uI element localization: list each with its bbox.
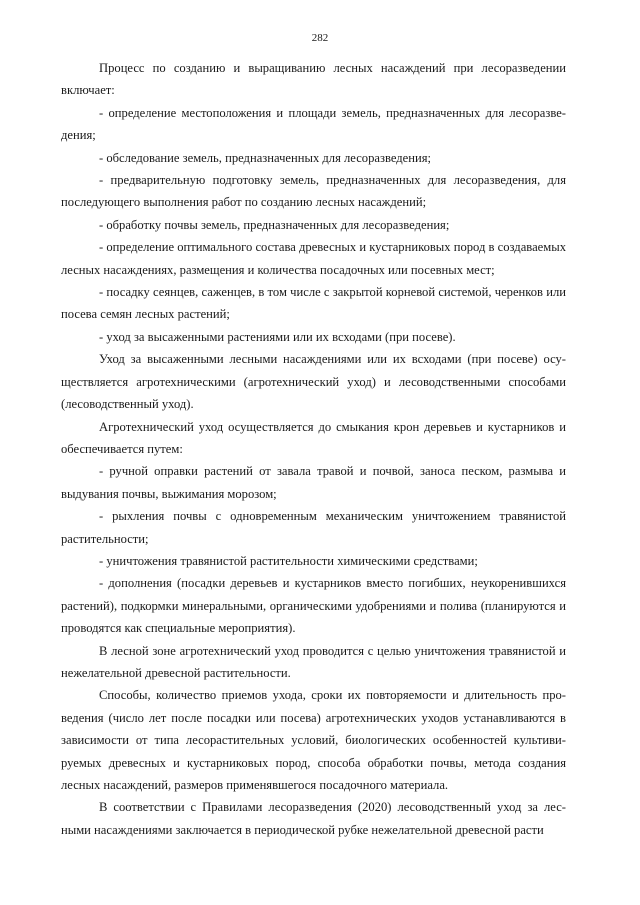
paragraph-care-schedule: Способы, количество приемов ухода, сроки их повторяемости и длительность проведения (число лет после посадки или посева) агротехнических уходов устанавливаются в зависимости от типа лесорастительных условий, биологических особенностей культивируемых древесных и кустарниковых пород, способа обработки почвы, метода создания лесных насаждений, размеров применявшегося посадочного материала. [61,688,566,792]
list-item-replanting: - дополнения (посадки деревьев и кустарников вместо погибших, неукоренившихся растений), подкормки минеральными, органическими удобрениями и полива (планируются и проводятся как специальные мероприятия). [61,576,566,636]
list-item-loosening: - рыхления почвы с одновременным механическим уничтожением травянистой растительности; [61,509,566,546]
paragraph-silvicultural-care: В соответствии с Правилами лесоразведения (2020) лесоводственный уход за лесными насаждениями заключается в периодической рубке нежелательной древесной расти [61,800,566,837]
list-item-location-definition: - определение местоположения и площади земель, предназначенных для лесоразведения; [61,105,566,143]
list-item-species-composition: - определение оптимального состава древесных и кустарниковых пород в создаваемых лесных насаждениях, размещения и количества посадочных или посевных мест; [61,240,566,277]
paragraph-agrotechnical-care: Агротехнический уход осуществляется до смыкания крон деревьев и кустарников и обеспечивается путем: [61,419,566,456]
body-text [61,57,566,841]
list-item-land-preparation: - предварительную подготовку земель, предназначенных для лесоразведения, для последующего выполнения работ по созданию лесных насаждений; [61,173,566,210]
list-item-chemical-weeding: - уничтожения травянистой растительности химическими средствами; [99,553,478,568]
paragraph-forest-zone: В лесной зоне агротехнический уход проводится с целью уничтожения травянистой и нежелательной древесной растительности. [61,643,566,680]
list-item-planting: - посадку сеянцев, саженцев, в том числе с закрытой корневой системой, черенков или посева семян лесных растений; [61,285,566,322]
list-item-land-survey: - обследование земель, предназначенных для лесоразведения; [99,150,432,165]
list-item-care: - уход за высаженными растениями или их всходами (при посеве). [99,329,456,344]
paragraph-care-methods: Уход за высаженными лесными насаждениями или их всходами (при посеве) осуществляется агротехническими (агротехнический уход) и лесоводственными способами (лесоводственный уход). [61,352,566,412]
page-number: 282 [311,32,329,44]
list-item-soil-treatment: - обработку почвы земель, предназначенных для лесоразведения; [99,217,450,232]
list-item-manual-straightening: - ручной оправки растений от завала травой и почвой, заноса песком, размыва и выдувания почвы, выжимания морозом; [61,464,566,501]
paragraph-process-intro: Процесс по созданию и выращиванию лесных насаждений при лесоразведении включает: [61,61,566,98]
